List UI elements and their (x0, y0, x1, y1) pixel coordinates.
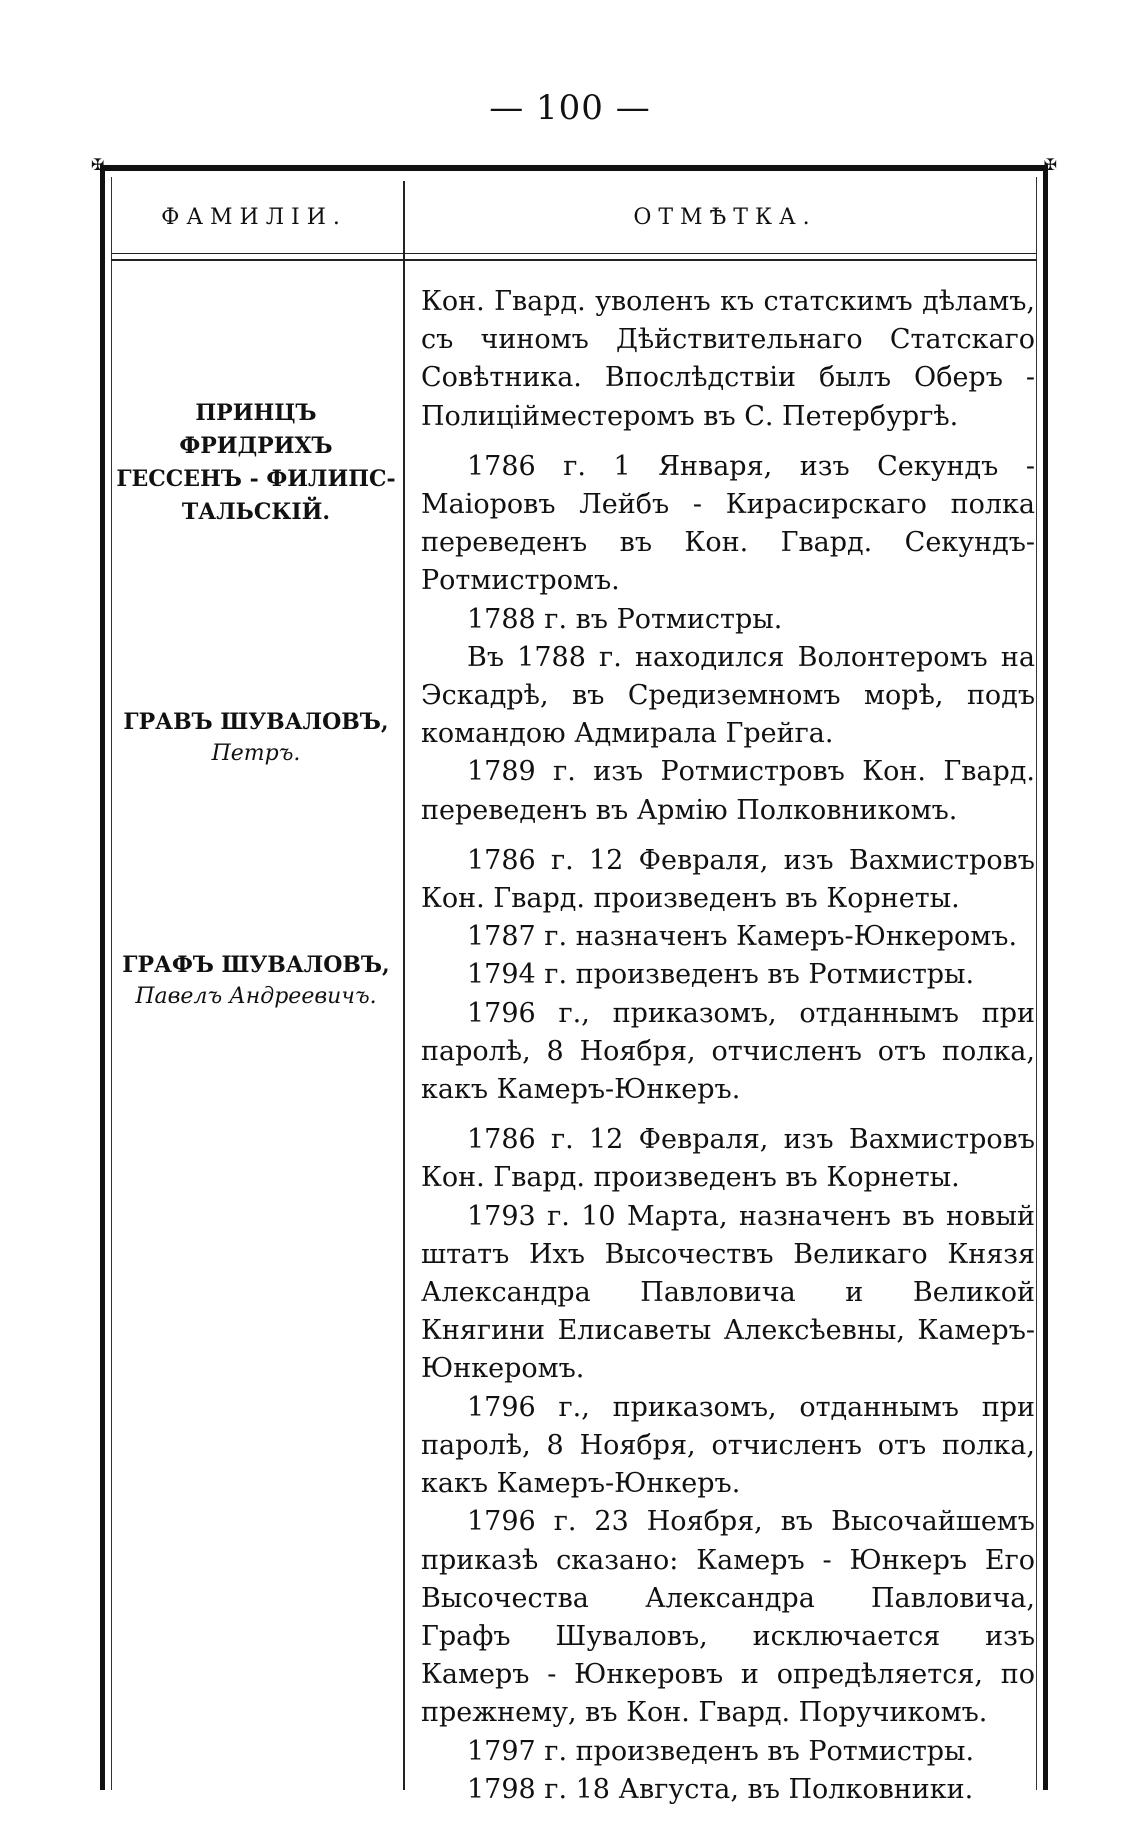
note-paragraph: Въ 1788 г. находился Волонтеромъ на Эскадрѣ, въ Средиземномъ морѣ, подъ командою Адмирала Грейга. (421, 641, 1035, 750)
note-paragraph: Кон. Гвард. уволенъ къ статскимъ дѣламъ, съ чиномъ Дѣйствительнаго Статскаго Совѣтника. Впослѣдствіи былъ Оберъ - Полиційместеромъ въ С. Петербургѣ. (421, 286, 1035, 432)
person-name: ГРАФЪ ШУВАЛОВЪ, (122, 952, 390, 978)
corner-ornament-icon: ✠ (1043, 155, 1057, 174)
person-entry (115, 397, 397, 529)
column-header-notes: ОТМѢТКА. (633, 205, 817, 230)
note-paragraph: 1796 г. 23 Ноября, въ Высочайшемъ приказѣ сказано: Камеръ - Юнкеръ Его Высочества Александра Павловича, Графъ Шуваловъ, исключается изъ Камеръ - Юнкеровъ и опредѣляется, по прежнему, въ Кон. Гвард. Поручикомъ. (421, 1506, 1035, 1729)
column-divider (403, 181, 405, 1790)
inner-rule (111, 177, 112, 1790)
person-entry (115, 949, 397, 1012)
note-paragraph: 1788 г. въ Ротмистры. (467, 603, 783, 635)
person-name: ГЕССЕНЪ - ФИЛИПС- (116, 466, 396, 492)
note-paragraph: 1798 г. 18 Августа, въ Полковники. (467, 1773, 974, 1805)
note-paragraph: 1797 г. произведенъ въ Ротмистры. (467, 1735, 975, 1767)
note-paragraph: 1786 г. 12 Февраля, изъ Вахмистровъ Кон. Гвард. произведенъ въ Корнеты. (421, 844, 1035, 915)
note-paragraph: 1786 г. 1 Января, изъ Секундъ - Маіоровъ Лейбъ - Кирасирскаго полка переведенъ въ Кон. Гвард. Секундъ-Ротмистромъ. (421, 450, 1035, 597)
corner-ornament-icon: ✠ (91, 155, 105, 174)
inner-rule (1036, 177, 1037, 1790)
person-name: ГРАВЪ ШУВАЛОВЪ, (123, 709, 389, 735)
note-paragraph: 1787 г. назначенъ Камеръ-Юнкеромъ. (467, 921, 1018, 953)
register-table (91, 155, 1057, 1805)
note-paragraph: 1786 г. 12 Февраля, изъ Вахмистровъ Кон. Гвард. произведенъ въ Корнеты. (421, 1124, 1035, 1194)
person-name: ТАЛЬСКІЙ. (181, 499, 331, 525)
notes-column (421, 283, 1035, 1809)
page-number: — 100 — (489, 88, 651, 128)
note-paragraph: 1794 г. произведенъ въ Ротмистры. (467, 959, 975, 991)
person-name: ПРИНЦЪ ФРИДРИХЪ (179, 400, 333, 459)
person-given-name: Павелъ Андреевичъ. (135, 984, 377, 1009)
person-entry (115, 706, 397, 769)
person-given-name: Петръ. (211, 741, 301, 766)
header-rule (111, 253, 1037, 254)
note-paragraph: 1793 г. 10 Марта, назначенъ въ новый штатъ Ихъ Высочествъ Великаго Князя Александра Павловича и Великой Княгини Елисаветы Алексѣевны, Камеръ-Юнкеромъ. (421, 1200, 1035, 1385)
header-rule (111, 259, 1037, 261)
note-paragraph: 1789 г. изъ Ротмистровъ Кон. Гвард. переведенъ въ Армію Полковникомъ. (421, 756, 1035, 826)
note-paragraph: 1796 г., приказомъ, отданнымъ при паролѣ, 8 Ноября, отчисленъ отъ полка, какъ Камеръ-Юнкеръ. (421, 997, 1035, 1106)
note-paragraph: 1796 г., приказомъ, отданнымъ при паролѣ, 8 Ноября, отчисленъ отъ полка, какъ Камеръ-Юнкеръ. (421, 1391, 1035, 1500)
column-header-surnames: ФАМИЛІИ. (161, 205, 347, 230)
